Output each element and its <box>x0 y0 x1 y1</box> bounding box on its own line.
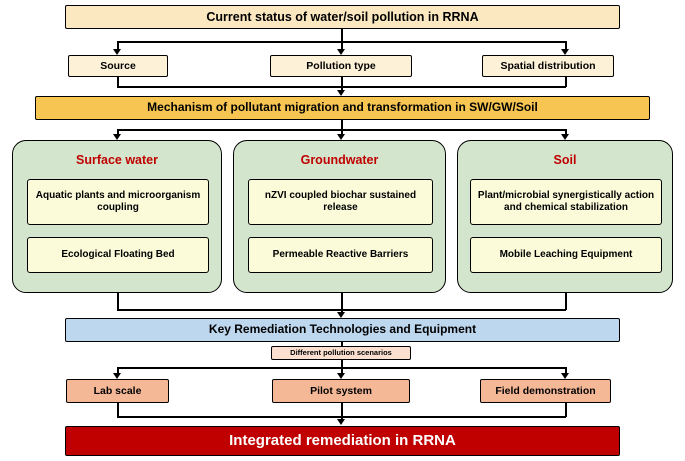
connector-field-out <box>565 403 567 417</box>
status-box-source: Source <box>68 55 168 77</box>
scale-box-lab: Lab scale <box>66 379 169 403</box>
panel-item-permeable-reactive-barriers: Permeable Reactive Barriers <box>248 237 433 273</box>
panel-surface-water <box>12 140 222 293</box>
current-status-bar: Current status of water/soil pollution in RRNA <box>65 5 620 29</box>
arrow-final-bar <box>337 419 345 425</box>
panel-title-soil: Soil <box>553 153 577 167</box>
scenario-tag: Different pollution scenarios <box>271 346 411 360</box>
panel-title-groundwater: Groundwater <box>300 153 379 167</box>
scale-box-pilot: Pilot system <box>272 379 410 403</box>
panel-title-surface-water: Surface water <box>76 153 158 167</box>
panel-soil <box>457 140 673 293</box>
connector-surface-water-out <box>117 293 119 310</box>
mechanism-bar: Mechanism of pollutant migration and transformation in SW/GW/Soil <box>35 96 650 120</box>
panel-item-plant-microbial: Plant/microbial synergistically action and chemical stabilization <box>470 179 662 225</box>
integrated-remediation-bar: Integrated remediation in RRNA <box>65 426 620 456</box>
connector-lab-out <box>117 403 119 417</box>
panel-item-ecological-floating-bed: Ecological Floating Bed <box>27 237 209 273</box>
connector-pilot-out <box>341 403 343 417</box>
key-remediation-bar: Key Remediation Technologies and Equipment <box>65 318 620 342</box>
panel-item-aquatic-plants: Aquatic plants and microorganism coupling <box>27 179 209 225</box>
connector-groundwater-out <box>341 293 343 310</box>
status-box-spatial-distribution: Spatial distribution <box>482 55 614 77</box>
scale-box-field: Field demonstration <box>480 379 611 403</box>
panel-item-mobile-leaching-equipment: Mobile Leaching Equipment <box>470 237 662 273</box>
status-box-pollution-type: Pollution type <box>270 55 412 77</box>
panel-item-nzvi-biochar: nZVI coupled biochar sustained release <box>248 179 433 225</box>
connector-soil-out <box>565 293 567 310</box>
panel-groundwater <box>233 140 446 293</box>
